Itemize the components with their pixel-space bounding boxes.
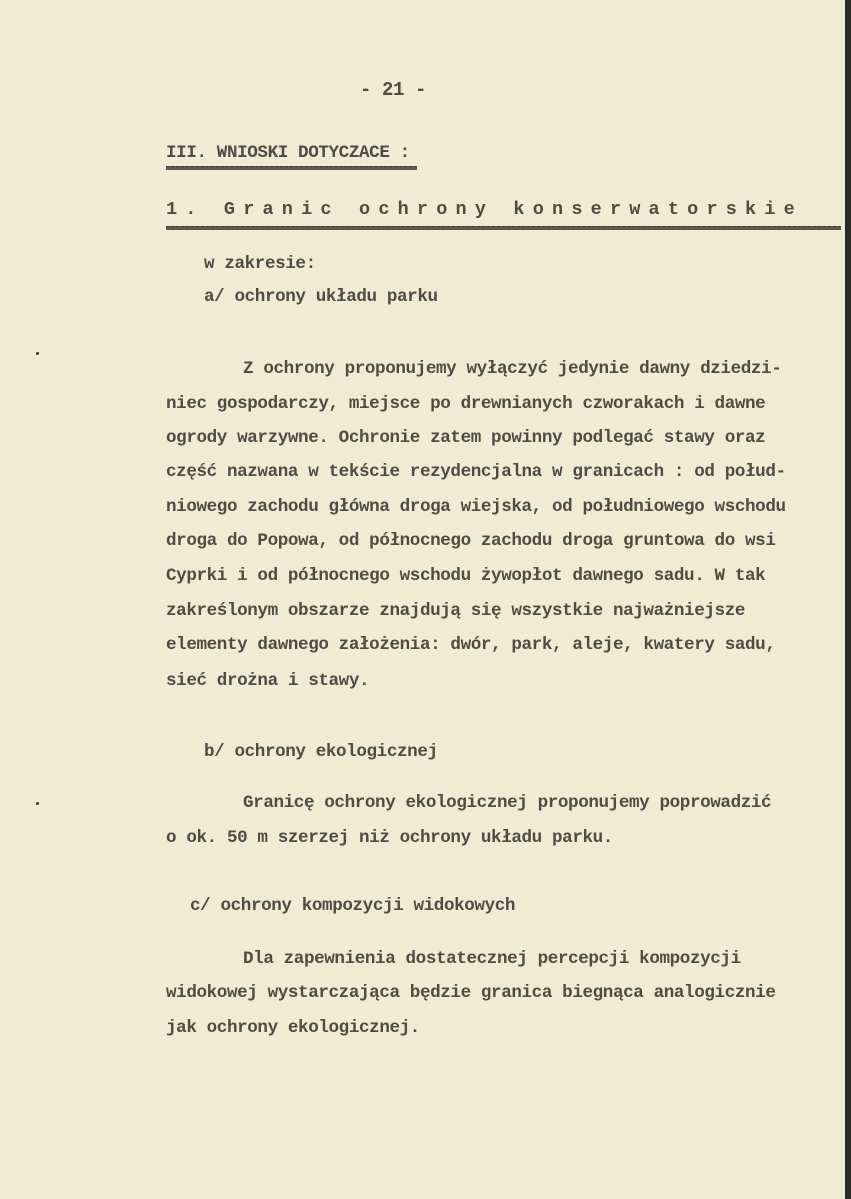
text-line: część nazwana w tekście rezydencjalna w granicach : od połud- xyxy=(166,462,786,482)
section-c-label: c/ ochrony kompozycji widokowych xyxy=(190,896,516,916)
section-heading: III. WNIOSKI DOTYCZACE : xyxy=(166,143,410,163)
text-line: Z ochrony proponujemy wyłączyć jedynie dawny dziedzi- xyxy=(243,359,782,379)
intro-text: w zakresie: xyxy=(204,254,316,274)
page-number: - 21 - xyxy=(360,79,427,101)
text-line: Granicę ochrony ekologicznej proponujemy poprowadzić xyxy=(243,793,772,813)
subheading: 1. Granic ochrony konserwatorskie xyxy=(166,199,803,220)
subheading-underline xyxy=(166,226,841,230)
text-line: jak ochrony ekologicznej. xyxy=(166,1018,420,1038)
text-line: niec gospodarczy, miejsce po drewnianych czworakach i dawne xyxy=(166,394,766,414)
scan-edge xyxy=(845,0,851,1199)
text-line: o ok. 50 m szerzej niż ochrony układu parku. xyxy=(166,828,613,848)
text-line: Cyprki i od północnego wschodu żywopłot dawnego sadu. W tak xyxy=(166,566,766,586)
text-line: ogrody warzywne. Ochronie zatem powinny podlegać stawy oraz xyxy=(166,428,766,448)
text-line: Dla zapewnienia dostatecznej percepcji kompozycji xyxy=(243,949,741,969)
text-line: elementy dawnego założenia: dwór, park, aleje, kwatery sadu, xyxy=(166,635,776,655)
text-line: niowego zachodu główna droga wiejska, od południowego wschodu xyxy=(166,497,786,517)
text-line: sieć drożna i stawy. xyxy=(166,671,370,691)
section-a-label: a/ ochrony układu parku xyxy=(204,287,438,307)
scan-speck xyxy=(36,802,39,805)
text-line: zakreślonym obszarze znajdują się wszystkie najważniejsze xyxy=(166,601,746,621)
section-b-label: b/ ochrony ekologicznej xyxy=(204,742,438,762)
scan-speck xyxy=(36,352,39,355)
heading-underline xyxy=(166,166,417,170)
text-line: widokowej wystarczająca będzie granica biegnąca analogicznie xyxy=(166,983,776,1003)
text-line: droga do Popowa, od północnego zachodu droga gruntowa do wsi xyxy=(166,531,776,551)
